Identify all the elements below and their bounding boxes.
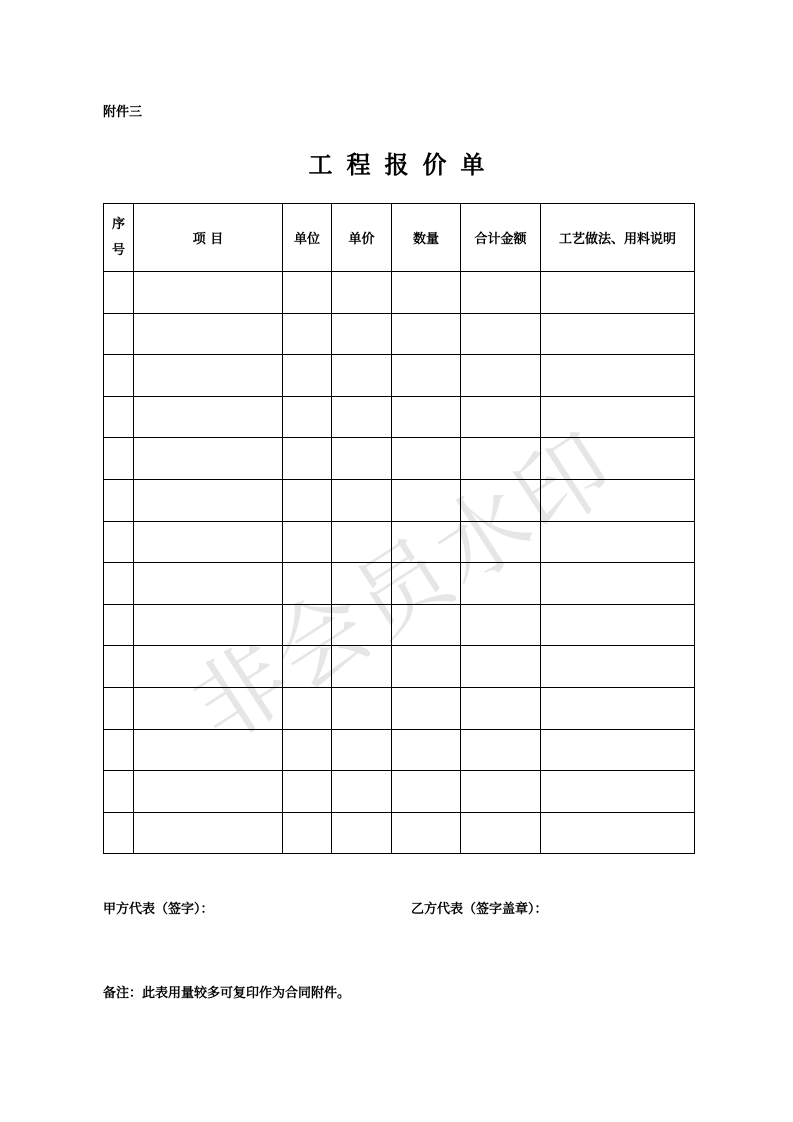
quote-table [103,203,695,854]
table-cell [332,646,392,688]
table-cell [104,313,134,355]
table-cell [283,355,332,397]
table-cell [392,521,461,563]
column-header-total-amount: 合计金额 [461,204,541,272]
table-cell [332,604,392,646]
column-header-process-notes: 工艺做法、用料说明 [541,204,695,272]
table-cell [283,313,332,355]
table-cell [283,771,332,813]
table-cell [283,812,332,854]
table-cell [541,396,695,438]
table-cell [541,438,695,480]
table-cell [283,479,332,521]
table-cell [283,272,332,314]
column-header-seq [104,204,134,272]
table-row [104,604,695,646]
table-cell [461,729,541,771]
table-cell [332,521,392,563]
table-cell [541,604,695,646]
table-cell [332,313,392,355]
table-cell [461,563,541,605]
table-row [104,771,695,813]
table-cell [134,729,283,771]
table-row [104,438,695,480]
remark-note: 备注：此表用量较多可复印作为合同附件。 [103,986,351,1001]
table-cell [104,771,134,813]
table-row [104,272,695,314]
table-cell [283,563,332,605]
table-row [104,812,695,854]
table-cell [283,521,332,563]
table-cell [283,687,332,729]
table-cell [134,396,283,438]
table-cell [283,604,332,646]
table-cell [541,521,695,563]
table-cell [332,729,392,771]
table-header-row [104,204,695,272]
table-cell [283,646,332,688]
table-cell [332,438,392,480]
table-cell [392,812,461,854]
table-cell [541,563,695,605]
table-cell [392,355,461,397]
table-row [104,687,695,729]
table-cell [134,563,283,605]
table-cell [392,687,461,729]
column-header-unit-price: 单价 [332,204,392,272]
table-row [104,396,695,438]
table-cell [461,521,541,563]
table-row [104,729,695,771]
table-cell [541,812,695,854]
table-cell [134,687,283,729]
table-cell [541,479,695,521]
table-cell [332,272,392,314]
table-cell [541,272,695,314]
table-cell [332,355,392,397]
table-cell [461,272,541,314]
table-cell [461,771,541,813]
table-cell [392,272,461,314]
table-cell [104,479,134,521]
column-header-seq-label: 序号 [111,216,125,258]
table-cell [541,729,695,771]
table-cell [134,646,283,688]
table-cell [461,812,541,854]
table-cell [392,729,461,771]
table-cell [104,687,134,729]
table-cell [461,355,541,397]
table-cell [283,438,332,480]
table-cell [392,313,461,355]
party-b-signature-label: 乙方代表（签字盖章）： [411,902,548,917]
table-cell [541,646,695,688]
table-row [104,521,695,563]
table-cell [104,604,134,646]
table-cell [104,396,134,438]
watermark: 非会员水印 [173,411,635,763]
table-cell [392,771,461,813]
table-cell [104,521,134,563]
table-cell [332,563,392,605]
table-cell [134,313,283,355]
table-cell [283,729,332,771]
table-cell [461,396,541,438]
table-cell [104,563,134,605]
table-cell [104,355,134,397]
table-cell [332,771,392,813]
attachment-label: 附件三 [103,105,143,120]
table-cell [392,563,461,605]
table-cell [332,687,392,729]
party-a-signature-label: 甲方代表（签字）： [103,902,214,917]
table-body [104,272,695,854]
table-cell [392,646,461,688]
table-cell [134,272,283,314]
table-cell [461,646,541,688]
table-cell [392,479,461,521]
table-cell [134,521,283,563]
table-cell [392,396,461,438]
table-cell [283,396,332,438]
table-row [104,355,695,397]
table-cell [332,479,392,521]
table-cell [104,646,134,688]
table-cell [332,396,392,438]
table-cell [461,687,541,729]
table-cell [134,355,283,397]
table-cell [541,687,695,729]
column-header-item: 项 目 [134,204,283,272]
column-header-quantity: 数量 [392,204,461,272]
table-cell [541,355,695,397]
table-cell [134,771,283,813]
table-row [104,479,695,521]
column-header-unit: 单位 [283,204,332,272]
table-cell [104,272,134,314]
table-cell [392,438,461,480]
table-cell [461,313,541,355]
table-cell [134,604,283,646]
table-cell [134,479,283,521]
table-cell [332,812,392,854]
document-title: 工程报价单 [308,150,499,179]
table-cell [541,771,695,813]
table-cell [104,438,134,480]
table-cell [541,313,695,355]
table-cell [134,438,283,480]
table-cell [104,812,134,854]
table-cell [461,479,541,521]
table-row [104,313,695,355]
table-row [104,646,695,688]
table-cell [461,604,541,646]
table-cell [392,604,461,646]
table-cell [134,812,283,854]
table-row [104,563,695,605]
table-cell [461,438,541,480]
table-cell [104,729,134,771]
